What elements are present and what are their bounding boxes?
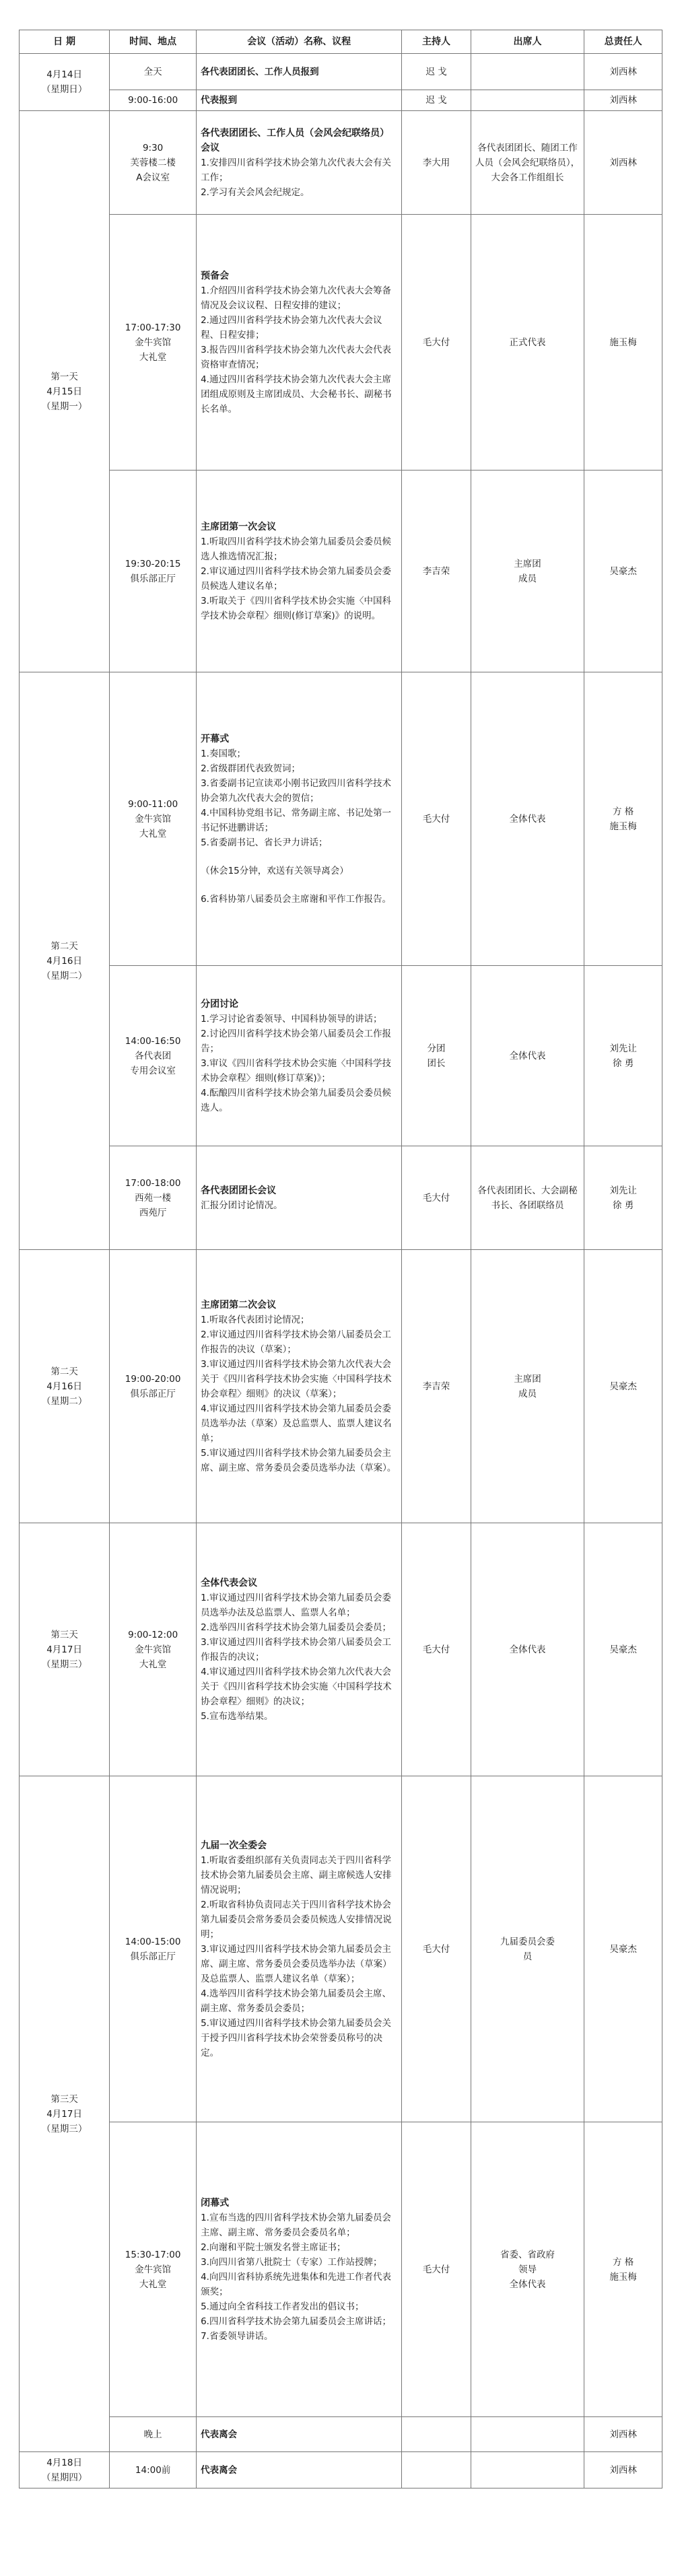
host-cell: 李吉荣 [402,471,471,672]
weekday-text: （星期一） [41,401,88,412]
agenda-item: 1.审议通过四川省科学技术协会第九届委员会委员选举办法及总监票人、监票人名单； [201,1592,391,1618]
date-cell [20,672,110,1250]
responsible-text: 刘先让 [609,1043,637,1054]
attendees-cell [471,1250,584,1523]
host-cell: 毛大付 [402,215,471,471]
agenda-cell [197,1523,402,1776]
attendees-text: 成员 [518,573,537,584]
agenda-item: 3.审议《四川省科学技术协会实施〈中国科学技术协会章程〉细则(修订草案)》； [201,1057,391,1084]
agenda-item: 3.报告四川省科学技术协会第九次代表大会代表资格审查情况； [201,344,391,370]
day-label: 第二天 [50,1366,78,1377]
agenda-cell: 代表离会 [197,2417,402,2452]
day-label: 第三天 [50,2093,78,2105]
attendees-text: 员 [522,1951,533,1962]
responsible-cell: 施玉梅 [584,215,662,471]
place-text: 金牛宾馆 [135,813,172,825]
time-text: 14:00-15:00 [125,1936,181,1947]
table-row [20,2122,662,2417]
agenda-item: 4.审议通过四川省科学技术协会第九次代表大会关于《四川省科学技术协会实施〈中国科学技术协会章程〉细则》的决议； [201,1666,392,1707]
attendees-cell [471,471,584,672]
agenda-cell: 各代表团团长、工作人员报到 [197,54,402,90]
responsible-cell: 吴豪杰 [584,1776,662,2122]
host-cell [402,966,471,1146]
host-cell: 毛大付 [402,2122,471,2417]
time-cell [110,966,197,1146]
agenda-item: 2.向谢和平院士颁发名誉主席证书； [201,2241,346,2253]
agenda-cell [197,111,402,215]
agenda-item: 7.省委领导讲话。 [201,2330,273,2342]
agenda-cell: 代表报到 [197,90,402,111]
agenda-cell [197,1146,402,1250]
time-text: 17:00-18:00 [125,1177,181,1189]
time-cell [110,1776,197,2122]
attendees-cell [471,2122,584,2417]
attendees-text: 大会各工作组组长 [491,172,564,183]
responsible-cell [584,1146,662,1250]
responsible-text: 方 格 [612,2256,634,2268]
time-cell: 9:00-16:00 [110,90,197,111]
time-text: 9:00-12:00 [128,1629,178,1640]
time-cell: 14:00前 [110,2452,197,2488]
agenda-item: 2.审议通过四川省科学技术协会第九届委员会委员候选人建议名单； [201,565,391,592]
table-row [20,1523,662,1776]
host-cell: 毛大付 [402,1523,471,1776]
place-text: 俱乐部正厅 [130,573,176,584]
weekday-text: （星期三） [41,1659,88,1670]
date-cell [20,54,110,111]
agenda-item: 2.学习有关会风会纪规定。 [201,186,310,198]
agenda-item: 5.省委副书记、省长尹力讲话； [201,837,328,848]
date-text: 4月16日 [46,955,82,967]
schedule-table [19,30,662,2488]
agenda-item: 2.审议通过四川省科学技术协会第八届委员会工作报告的决议（草案）； [201,1329,391,1355]
agenda-item: 3.省委副书记宣读邓小刚书记致四川省科学技术协会第九次代表大会的贺信； [201,777,391,804]
agenda-item: 6.四川省科学技术协会第九届委员会主席讲话； [201,2316,391,2327]
date-text: 4月17日 [46,2108,82,2120]
place-text: 大礼堂 [139,2278,167,2290]
date-cell [20,1523,110,1776]
agenda-item: 1.介绍四川省科学技术协会第九次代表大会筹备情况及会议议程、日程安排的建议； [201,285,391,311]
agenda-title: 分团讨论 [201,998,239,1010]
place-text: 西苑厅 [139,1207,167,1218]
time-text: 9:30 [142,142,164,153]
table-row [20,672,662,966]
agenda-cell [197,1250,402,1523]
time-text: 19:00-20:00 [125,1373,181,1385]
table-row [20,1250,662,1523]
date-cell [20,1250,110,1523]
responsible-cell: 吴豪杰 [584,1523,662,1776]
host-cell: 毛大付 [402,1776,471,2122]
spacer [201,850,397,864]
agenda-item: 3.审议通过四川省科学技术协会第九次代表大会关于《四川省科学技术协会实施〈中国科学技术协会章程〉细则》的决议（草案）； [201,1358,392,1399]
time-cell [110,1146,197,1250]
agenda-item: 2.听取省科协负责同志关于四川省科学技术协会第九届委员会常务委员会委员候选人安排情况说明； [201,1899,392,1940]
host-cell: 迟 戈 [402,54,471,90]
attendees-cell [471,54,584,90]
agenda-title: 开幕式 [201,733,230,744]
host-cell: 李吉荣 [402,1250,471,1523]
header-host: 主持人 [402,30,471,54]
agenda-item: 1.安排四川省科学技术协会第九次代表大会有关工作； [201,157,391,183]
responsible-cell: 刘西林 [584,54,662,90]
agenda-item: 5.审议通过四川省科学技术协会第九届委员会关于授予四川省科学技术协会荣誉委员称号的决定。 [201,2017,391,2058]
agenda-item: 2.讨论四川省科学技术协会第八届委员会工作报告； [201,1028,391,1054]
host-cell [402,2417,471,2452]
time-cell [110,471,197,672]
agenda-item: 3.审议通过四川省科学技术协会第八届委员会工作报告的决议； [201,1636,391,1663]
agenda-item: 2.选举四川省科学技术协会第九届委员会委员； [201,1622,391,1633]
table-row [20,1146,662,1250]
date-text: 4月16日 [46,1381,82,1392]
agenda-title: 各代表团团长会议 [201,1185,277,1196]
date-text: 4月14日 [46,69,82,80]
attendees-cell: 全体代表 [471,1523,584,1776]
agenda-cell [197,471,402,672]
responsible-cell: 刘西林 [584,90,662,111]
attendees-text: 全体代表 [509,2278,546,2290]
host-cell [402,2452,471,2488]
weekday-text: （星期日） [41,84,88,95]
agenda-item: 1.听取各代表团讨论情况； [201,1314,310,1325]
agenda-item: 5.审议通过四川省科学技术协会第九届委员会主席、副主席、常务委员会委员选举办法（草案）。 [201,1447,397,1473]
table-row [20,54,662,90]
attendees-text: 九届委员会委 [500,1936,555,1947]
table-row [20,1776,662,2122]
weekday-text: （星期二） [41,970,88,981]
responsible-text: 施玉梅 [609,2271,637,2283]
date-cell [20,111,110,672]
place-text: 金牛宾馆 [135,337,172,348]
place-text: 俱乐部正厅 [130,1951,176,1962]
agenda-title: 主席团第二次会议 [201,1299,277,1311]
agenda-title: 主席团第一次会议 [201,521,277,532]
time-cell: 晚上 [110,2417,197,2452]
table-row [20,2417,662,2452]
responsible-cell [584,966,662,1146]
agenda-item: 2.通过四川省科学技术协会第九次代表大会议程、日程安排； [201,314,382,341]
time-cell [110,111,197,215]
header-agenda: 会议（活动）名称、议程 [197,30,402,54]
attendees-cell [471,1776,584,2122]
agenda-title: 各代表团团长、工作人员（会风会纪联络员）会议 [201,127,390,153]
place-text: 芙蓉楼二楼 [130,157,176,168]
agenda-item: 3.听取关于《四川省科学技术协会实施〈中国科学技术协会章程〉细则(修订草案)》的说明。 [201,595,391,621]
place-text: 俱乐部正厅 [130,1388,176,1399]
time-cell [110,2122,197,2417]
agenda-item: 1.听取省委组织部有关负责同志关于四川省科学技术协会第九届委员会主席、副主席候选人安排情况说明； [201,1854,392,1895]
agenda-item: 1.奏国歌； [201,748,246,759]
attendees-cell: 正式代表 [471,215,584,471]
attendees-cell [471,2417,584,2452]
agenda-item: 6.省科协第八届委员会主席谢和平作工作报告。 [201,893,391,905]
table-row [20,2452,662,2488]
agenda-cell [197,1776,402,2122]
attendees-text: 成员 [518,1388,537,1399]
attendees-text: 主席团 [514,558,541,569]
header-row [20,30,662,54]
host-cell: 毛大付 [402,1146,471,1250]
time-text: 14:00-16:50 [125,1035,181,1047]
place-text: 西苑一楼 [135,1192,172,1204]
agenda-title: 闭幕式 [201,2197,230,2208]
agenda-cell [197,215,402,471]
responsible-text: 方 格 [612,806,634,817]
attendees-cell [471,111,584,215]
agenda-item: 4.审议通过四川省科学技术协会第九届委员会委员选举办法（草案）及总监票人、监票人建议名单； [201,1403,392,1444]
time-text: 17:00-17:30 [125,322,181,333]
time-text: 15:30-17:00 [125,2249,181,2260]
agenda-item: 3.向四川省第八批院士（专家）工作站授牌； [201,2256,382,2268]
agenda-item: 4.中国科协党组书记、常务副主席、书记处第一书记怀进鹏讲话； [201,807,391,833]
place-text: 大礼堂 [139,351,167,363]
attendees-text: 领导 [518,2264,537,2275]
table-row [20,966,662,1146]
agenda-title: 全体代表会议 [201,1577,258,1589]
responsible-cell: 吴豪杰 [584,1250,662,1523]
table-row [20,471,662,672]
agenda-item: 4.通过四川省科学技术协会第九次代表大会主席团组成原则及主席团成员、大会秘书长、副秘书长名单。 [201,374,392,415]
agenda-item: 3.审议通过四川省科学技术协会第九届委员会主席、副主席、常务委员会委员选举办法（草案）及总监票人、监票人建议名单（草案）； [201,1943,392,1984]
date-text: 4月18日 [46,2457,82,2468]
time-text: 19:30-20:15 [125,558,181,569]
responsible-cell: 刘西林 [584,2417,662,2452]
time-cell [110,672,197,966]
weekday-text: （星期三） [41,2123,88,2134]
attendees-cell: 全体代表 [471,966,584,1146]
agenda-cell: 代表离会 [197,2452,402,2488]
responsible-text: 徐 勇 [612,1199,634,1211]
agenda-item: 4.酝酿四川省科学技术协会第九届委员会委员候选人。 [201,1087,391,1113]
time-cell [110,215,197,471]
responsible-cell [584,2122,662,2417]
spacer [201,878,397,892]
responsible-cell [584,672,662,966]
agenda-note: （休会15分钟，欢送有关领导离会） [201,865,349,876]
host-text: 分团 [427,1043,446,1054]
host-text: 团长 [427,1057,446,1069]
place-text: 大礼堂 [139,828,167,839]
responsible-cell: 刘西林 [584,111,662,215]
responsible-cell: 刘西林 [584,2452,662,2488]
day-label: 第二天 [50,940,78,952]
agenda-item: 汇报分团讨论情况。 [201,1199,283,1211]
agenda-cell [197,2122,402,2417]
place-text: A会议室 [136,172,170,183]
agenda-item: 1.宣布当选的四川省科学技术协会第九届委员会主席、副主席、常务委员会委员名单； [201,2212,391,2238]
host-cell: 李大用 [402,111,471,215]
time-text: 9:00-11:00 [128,798,178,810]
agenda-item: 5.宣布选举结果。 [201,1710,273,1722]
weekday-text: （星期二） [41,1395,88,1407]
place-text: 大礼堂 [139,1659,167,1670]
agenda-item: 5.通过向全省科技工作者发出的倡议书； [201,2301,364,2312]
responsible-text: 刘先让 [609,1185,637,1196]
agenda-item: 2.省级群团代表致贺词； [201,763,300,774]
host-cell: 毛大付 [402,672,471,966]
agenda-cell [197,672,402,966]
header-responsible: 总责任人 [584,30,662,54]
date-cell [20,1776,110,2452]
attendees-cell [471,90,584,111]
agenda-item: 4.选举四川省科学技术协会第九届委员会主席、副主席、常务委员会委员； [201,1988,391,2014]
attendees-cell [471,2452,584,2488]
table-row [20,111,662,215]
place-text: 各代表团 [135,1050,172,1061]
time-cell: 全天 [110,54,197,90]
agenda-item: 4.向四川省科协系统先进集体和先进工作者代表颁奖； [201,2271,391,2297]
place-text: 专用会议室 [130,1065,176,1076]
attendees-text: 省委、省政府 [500,2249,555,2260]
date-cell [20,2452,110,2488]
weekday-text: （星期四） [41,2472,88,2483]
host-cell: 迟 戈 [402,90,471,111]
agenda-cell [197,966,402,1146]
header-attendees: 出席人 [471,30,584,54]
responsible-cell: 吴豪杰 [584,471,662,672]
table-row [20,90,662,111]
agenda-title: 预备会 [201,270,230,281]
date-text: 4月17日 [46,1644,82,1655]
place-text: 金牛宾馆 [135,1644,172,1655]
day-label: 第一天 [50,371,78,382]
day-label: 第三天 [50,1629,78,1640]
time-cell [110,1523,197,1776]
responsible-text: 徐 勇 [612,1057,634,1069]
header-time-place: 时间、地点 [110,30,197,54]
responsible-text: 施玉梅 [609,821,637,832]
date-text: 4月15日 [46,386,82,397]
attendees-text: 主席团 [514,1373,541,1385]
table-row [20,215,662,471]
agenda-title: 九届一次全委会 [201,1840,267,1851]
agenda-item: 1.听取四川省科学技术协会第九届委员会委员候选人推选情况汇报； [201,536,391,562]
attendees-cell: 各代表团团长、大会副秘书长、各团联络员 [471,1146,584,1250]
attendees-text: 各代表团团长、随团工作人员（会风会纪联络员）， [475,142,580,168]
place-text: 金牛宾馆 [135,2264,172,2275]
agenda-item: 1.学习讨论省委领导、中国科协领导的讲话； [201,1013,382,1024]
time-cell [110,1250,197,1523]
header-date: 日 期 [20,30,110,54]
attendees-cell: 全体代表 [471,672,584,966]
